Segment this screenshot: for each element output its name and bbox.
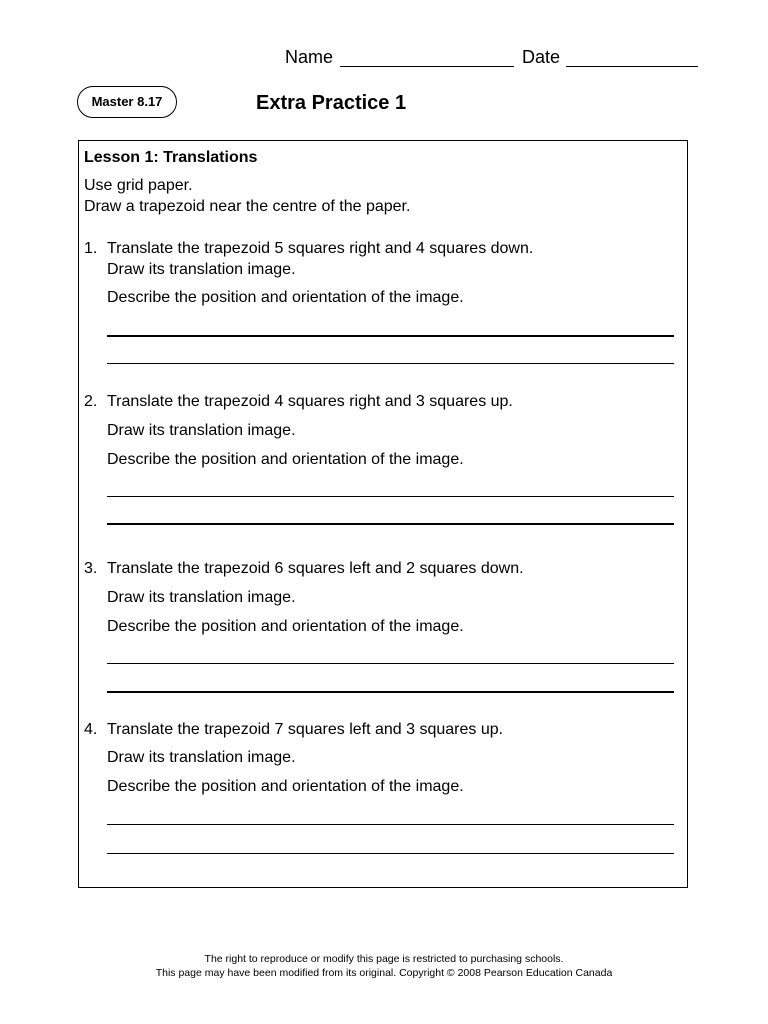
intro-line-2: Draw a trapezoid near the centre of the paper. — [84, 198, 411, 215]
question-number: 1. — [84, 240, 98, 257]
answer-line[interactable] — [107, 363, 674, 364]
question-number: 3. — [84, 560, 98, 577]
name-label: Name — [285, 47, 334, 67]
answer-line[interactable] — [107, 335, 674, 337]
question-instruction: Translate the trapezoid 4 squares right and 3 squares up. — [107, 393, 513, 410]
master-badge: Master 8.17 — [77, 86, 177, 118]
lesson-heading: Lesson 1: Translations — [84, 149, 258, 166]
answer-line[interactable] — [107, 663, 674, 664]
answer-line[interactable] — [107, 691, 674, 693]
question-instruction: Translate the trapezoid 7 squares left and 3 squares up. — [107, 721, 504, 738]
copyright-notice — [0, 952, 768, 980]
footer-line-1: The right to reproduce or modify this page is restricted to purchasing schools. — [204, 953, 564, 965]
question-draw-text: Draw its translation image. — [107, 589, 296, 606]
name-field[interactable] — [340, 66, 514, 67]
footer-line-2: This page may have been modified from its original. Copyright © 2008 Pearson Education Canada — [155, 967, 613, 979]
question-describe-text: Describe the position and orientation of the image. — [107, 618, 464, 635]
page-title: Extra Practice 1 — [256, 92, 407, 114]
question-describe-text: Describe the position and orientation of the image. — [107, 778, 464, 795]
answer-line[interactable] — [107, 523, 674, 525]
question-draw-text: Draw its translation image. — [107, 422, 296, 439]
answer-line[interactable] — [107, 824, 674, 825]
question-instruction: Translate the trapezoid 5 squares right and 4 squares down. — [107, 240, 534, 257]
question-number: 2. — [84, 393, 98, 410]
question-describe-text: Describe the position and orientation of the image. — [107, 289, 464, 306]
question-instruction: Translate the trapezoid 6 squares left and 2 squares down. — [107, 560, 524, 577]
answer-line[interactable] — [107, 496, 674, 497]
question-describe-text: Describe the position and orientation of the image. — [107, 451, 464, 468]
date-field[interactable] — [566, 66, 698, 67]
question-draw-text: Draw its translation image. — [107, 261, 296, 278]
intro-line-1: Use grid paper. — [84, 177, 193, 194]
question-number: 4. — [84, 721, 98, 738]
question-draw-text: Draw its translation image. — [107, 749, 296, 766]
date-label: Date — [522, 47, 561, 67]
answer-line[interactable] — [107, 853, 674, 854]
